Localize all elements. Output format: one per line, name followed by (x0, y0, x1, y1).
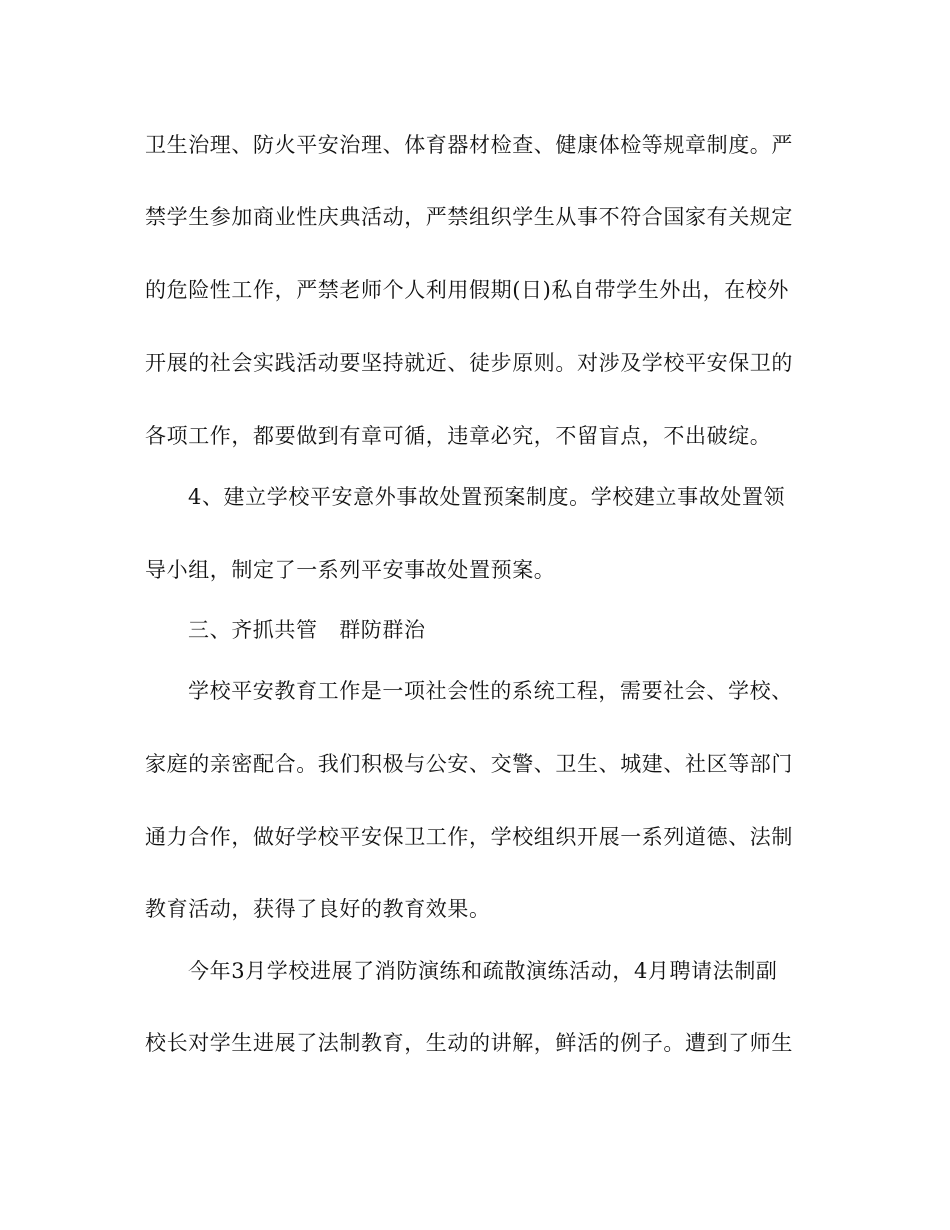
paragraph-line: 学校平安教育工作是一项社会性的系统工程，需要社会、学校、 (188, 679, 793, 703)
paragraph-line: 教育活动，获得了良好的教育效果。 (145, 897, 491, 921)
paragraph-line: 今年3月学校进展了消防演练和疏散演练活动，4月聘请法制副 (188, 959, 778, 983)
section-heading: 三、齐抓共管 群防群治 (188, 618, 426, 642)
paragraph-line: 卫生治理、防火平安治理、体育器材检查、健康体检等规章制度。严 (145, 133, 793, 157)
paragraph-line: 开展的社会实践活动要坚持就近、徒步原则。对涉及学校平安保卫的 (145, 351, 793, 375)
paragraph-line: 校长对学生进展了法制教育，生动的讲解，鲜活的例子。遭到了师生 (145, 1031, 793, 1055)
paragraph-line: 各项工作，都要做到有章可循，违章必究，不留盲点，不出破绽。 (145, 424, 772, 448)
paragraph-line: 导小组，制定了一系列平安事故处置预案。 (145, 558, 556, 582)
paragraph-line: 4、建立学校平安意外事故处置预案制度。学校建立事故处置领 (188, 485, 786, 509)
paragraph-line: 禁学生参加商业性庆典活动，严禁组织学生从事不符合国家有关规定 (145, 205, 793, 229)
paragraph-line: 的危险性工作，严禁老师个人利用假期(日)私自带学生外出，在校外 (145, 278, 789, 302)
paragraph-line: 家庭的亲密配合。我们积极与公安、交警、卫生、城建、社区等部门 (145, 752, 793, 776)
paragraph-line: 通力合作，做好学校平安保卫工作，学校组织开展一系列道德、法制 (145, 825, 793, 849)
